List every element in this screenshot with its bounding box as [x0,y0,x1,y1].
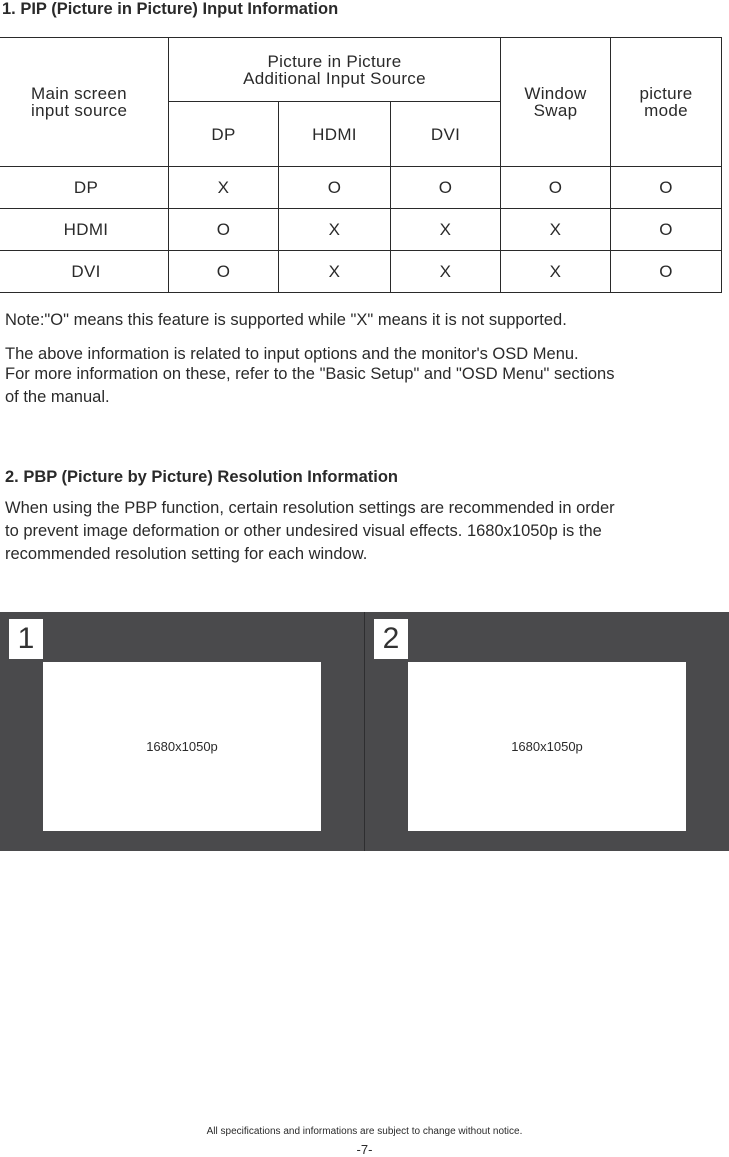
subheader-hdmi: HDMI [312,124,357,144]
subheader-dvi: DVI [430,124,461,144]
footer-disclaimer: All specifications and informations are subject to change without notice. [206,1126,523,1137]
table-cell: O [216,220,231,239]
pbp-paragraph-line: recommended resolution setting for each window. [5,545,368,563]
window-number-2: 2 [374,619,408,659]
table-cell: O [659,262,673,281]
row-source-dvi: DVI [71,262,101,281]
pbp-paragraph-line: to prevent image deformation or other undesired visual effects. 1680x1050p is the [5,522,602,540]
window-1-resolution: 1680x1050p [146,739,218,754]
table-border-bottom [0,292,722,293]
subheader-dp: DP [211,124,236,144]
window-number-1: 1 [9,619,43,659]
pip-source-header: Picture in Picture Additional Input Source [243,51,426,88]
table-cell: O [327,178,342,197]
pip-input-table [0,0,729,300]
info-line: The above information is related to input options and the monitor's OSD Menu. [5,345,579,363]
table-cell: X [328,220,341,239]
section1-title: 1. PIP (Picture in Picture) Input Information [2,0,339,18]
pbp-paragraph-line: When using the PBP function, certain resolution settings are recommended in order [5,499,615,517]
row-source-hdmi: HDMI [63,220,109,239]
window-2-resolution: 1680x1050p [511,739,583,754]
table-cell: X [439,220,452,239]
table-border-right [721,37,722,293]
section2-title: 2. PBP (Picture by Picture) Resolution Information [5,468,399,486]
info-line: For more information on these, refer to the "Basic Setup" and "OSD Menu" sections [5,365,615,383]
table-cell: O [659,220,673,239]
table-cell: O [438,178,453,197]
support-note: Note:"O" means this feature is supported while "X" means it is not supported. [5,311,567,329]
table-cell: X [549,220,562,239]
window-swap-header: Window Swap [524,84,587,120]
row-source-dp: DP [73,178,99,197]
picture-mode-header: picture mode [639,84,693,120]
page-number: -7- [356,1142,373,1157]
window-1 [43,662,321,831]
pbp-diagram [0,612,729,851]
main-screen-header: Main screen input source [31,84,128,120]
table-cell: X [439,262,452,281]
info-line: of the manual. [5,388,110,406]
window-2 [408,662,686,831]
table-cell: X [549,262,562,281]
table-cell: O [216,262,231,281]
table-cell: O [659,178,673,197]
table-cell: X [328,262,341,281]
pbp-divider [364,612,365,851]
table-cell: O [548,178,563,197]
table-cell: X [217,178,230,197]
